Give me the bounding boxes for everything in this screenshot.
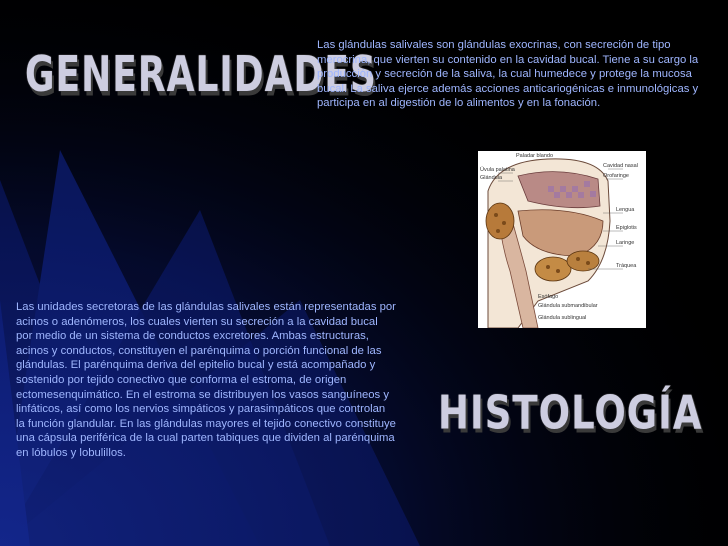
figure-label: Esófago bbox=[538, 294, 559, 300]
figure-label: Cavidad nasal bbox=[603, 163, 638, 169]
figure-label: Glándula sublingual bbox=[538, 315, 587, 321]
intro-paragraph: Las glándulas salivales son glándulas exocrinas, con secreción de tipo merocrina, que vierten su contenido en la cavidad bucal. Tiene a su cargo la producción y secreción de la saliva, la cual humedece y protege la mucosa bucal. La saliva ejerce además acciones anticariogénicas e inmunológicas y participa en al digestión de lo alimentos y en la fonación. bbox=[317, 39, 699, 110]
title-histologia: HISTOLOGÍA bbox=[438, 386, 703, 440]
figure-label: Orofaringe bbox=[603, 173, 629, 179]
figure-label: Epiglotis bbox=[616, 225, 637, 231]
figure-label: Lengua bbox=[616, 207, 635, 213]
figure-label: Glándula bbox=[480, 175, 503, 181]
salivary-gland-diagram bbox=[478, 151, 646, 328]
histology-paragraph: Las unidades secretoras de las glándulas salivales están representadas por acinos o adenómeros, los cuales vierten su secreción a la cavidad bucal por medio de un sistema de conductos excretores. Ambas estructuras, acinos y conductos, constituyen el parénquima o porción funcional de las glándulas. El parénquima deriva del epitelio bucal y está acompañado y sostenido por tejido conectivo que conforma el estroma, de origen ectomesenquimático. En el estroma se distribuyen los vasos sanguíneos y linfáticos, así como los nervios simpáticos y parasimpáticos que controlan la función glandular. En las glándulas mayores el tejido conectivo constituye una cápsula periférica de la cual parten tabiques que dividen al parénquima en lóbulos y lobulillos. bbox=[16, 301, 396, 459]
figure-label: Laringe bbox=[616, 240, 635, 246]
title-generalidades: GENERALIDADES bbox=[25, 48, 377, 104]
figure-label: Úvula palatina bbox=[480, 167, 515, 173]
figure-label: Paladar blando bbox=[516, 153, 554, 159]
figure-label: Glándula submandibular bbox=[538, 303, 598, 309]
figure-label: Tráquea bbox=[616, 263, 637, 269]
